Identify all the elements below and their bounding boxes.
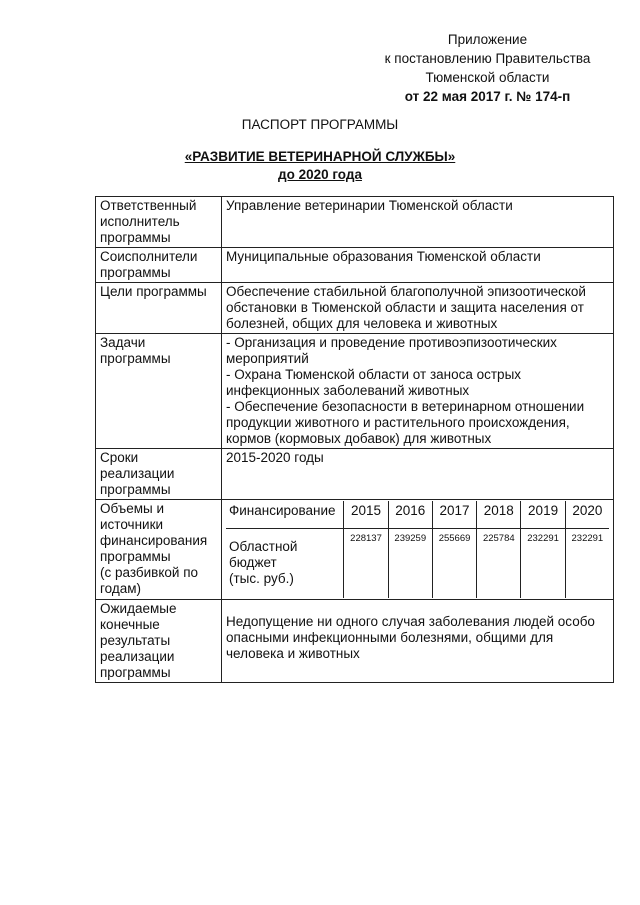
row-label bbox=[96, 197, 222, 248]
value-line: обстановки в Тюменской области и защита населения от bbox=[226, 300, 584, 315]
table-row bbox=[96, 283, 614, 334]
label-line: программы bbox=[100, 265, 171, 280]
label-line: конечные bbox=[100, 617, 160, 632]
label-line: источники bbox=[100, 517, 164, 532]
table-row bbox=[96, 197, 614, 248]
source-line: бюджет bbox=[229, 555, 277, 571]
decree-reference: от 22 мая 2017 г. № 174-п bbox=[404, 89, 571, 104]
row-label: Цели программы bbox=[96, 283, 222, 334]
label-line: Объемы и bbox=[100, 501, 165, 516]
year-header: 2020 bbox=[565, 501, 609, 528]
label-line: программы bbox=[100, 351, 171, 366]
value-line: - Охрана Тюменской области от заноса острых bbox=[226, 367, 522, 382]
row-value: 2015-2020 годы bbox=[222, 449, 614, 500]
funding-header-row bbox=[226, 501, 609, 528]
funding-amount: 239259 bbox=[388, 528, 432, 598]
funding-header: Финансирование bbox=[226, 501, 344, 528]
label-line: Ожидаемые bbox=[100, 601, 177, 616]
value-line: Недопущение ни одного случая заболевания людей особо bbox=[226, 614, 595, 629]
program-name bbox=[0, 148, 640, 184]
row-value bbox=[222, 283, 614, 334]
label-line: годам) bbox=[100, 581, 142, 596]
appendix-header bbox=[380, 30, 595, 106]
row-value bbox=[222, 334, 614, 449]
label-line: программы bbox=[100, 482, 171, 497]
table-row bbox=[96, 248, 614, 283]
label-line: Соисполнители bbox=[100, 249, 198, 264]
value-line: болезней, общих для человека и животных bbox=[226, 316, 498, 331]
appendix-line: Тюменской области bbox=[425, 70, 550, 85]
value-line: - Обеспечение безопасности в ветеринарном отношении bbox=[226, 399, 585, 414]
label-line: Задачи bbox=[100, 335, 146, 350]
value-line: мероприятий bbox=[226, 351, 309, 366]
value-line: Обеспечение стабильной благополучной эпизоотической bbox=[226, 284, 586, 299]
year-header: 2016 bbox=[388, 501, 432, 528]
year-header: 2015 bbox=[344, 501, 388, 528]
funding-amount: 225784 bbox=[477, 528, 521, 598]
source-line: (тыс. руб.) bbox=[229, 571, 294, 587]
label-line: результаты bbox=[100, 633, 171, 648]
row-value: Управление ветеринарии Тюменской области bbox=[222, 197, 614, 248]
row-label bbox=[96, 449, 222, 500]
row-value: Муниципальные образования Тюменской области bbox=[222, 248, 614, 283]
table-row bbox=[96, 600, 614, 683]
value-line: продукции животного и растительного происхождения, bbox=[226, 415, 570, 430]
value-line: кормов (кормовых добавок) для животных bbox=[226, 431, 492, 446]
label-line: реализации bbox=[100, 466, 175, 481]
program-name-line: «РАЗВИТИЕ ВЕТЕРИНАРНОЙ СЛУЖБЫ» bbox=[184, 149, 456, 164]
value-line: человека и животных bbox=[226, 646, 360, 661]
appendix-line: к постановлению Правительства bbox=[384, 51, 591, 66]
label-line: реализации bbox=[100, 649, 175, 664]
row-label bbox=[96, 248, 222, 283]
label-line: программы bbox=[100, 549, 171, 564]
funding-amount: 228137 bbox=[344, 528, 388, 598]
funding-amount: 232291 bbox=[565, 528, 609, 598]
program-name-line: до 2020 года bbox=[278, 167, 362, 182]
label-line: программы bbox=[100, 665, 171, 680]
funding-table bbox=[226, 501, 609, 598]
year-header: 2018 bbox=[477, 501, 521, 528]
label-line: финансирования bbox=[100, 533, 208, 548]
passport-title: ПАСПОРТ ПРОГРАММЫ bbox=[241, 117, 399, 132]
passport-table bbox=[95, 196, 614, 683]
label-line: программы bbox=[100, 230, 171, 245]
funding-amount: 255669 bbox=[432, 528, 476, 598]
appendix-line: Приложение bbox=[447, 32, 528, 47]
row-label bbox=[96, 500, 222, 600]
value-line: - Организация и проведение противоэпизоотических bbox=[226, 335, 557, 350]
year-header: 2019 bbox=[521, 501, 565, 528]
source-line: Областной bbox=[229, 539, 298, 555]
table-row bbox=[96, 449, 614, 500]
row-label bbox=[96, 334, 222, 449]
funding-source bbox=[226, 528, 344, 598]
row-value bbox=[222, 600, 614, 683]
label-line: Сроки bbox=[100, 450, 139, 465]
label-line: исполнитель bbox=[100, 214, 180, 229]
value-line: опасными инфекционными болезнями, общими для bbox=[226, 630, 554, 645]
label-line: (с разбивкой по bbox=[100, 565, 199, 580]
funding-cell bbox=[222, 500, 614, 600]
year-header: 2017 bbox=[432, 501, 476, 528]
table-row bbox=[96, 500, 614, 600]
funding-amount: 232291 bbox=[521, 528, 565, 598]
label-line: Ответственный bbox=[100, 198, 197, 213]
value-line: инфекционных заболеваний животных bbox=[226, 383, 470, 398]
funding-data-row bbox=[226, 528, 609, 598]
row-label bbox=[96, 600, 222, 683]
table-row bbox=[96, 334, 614, 449]
